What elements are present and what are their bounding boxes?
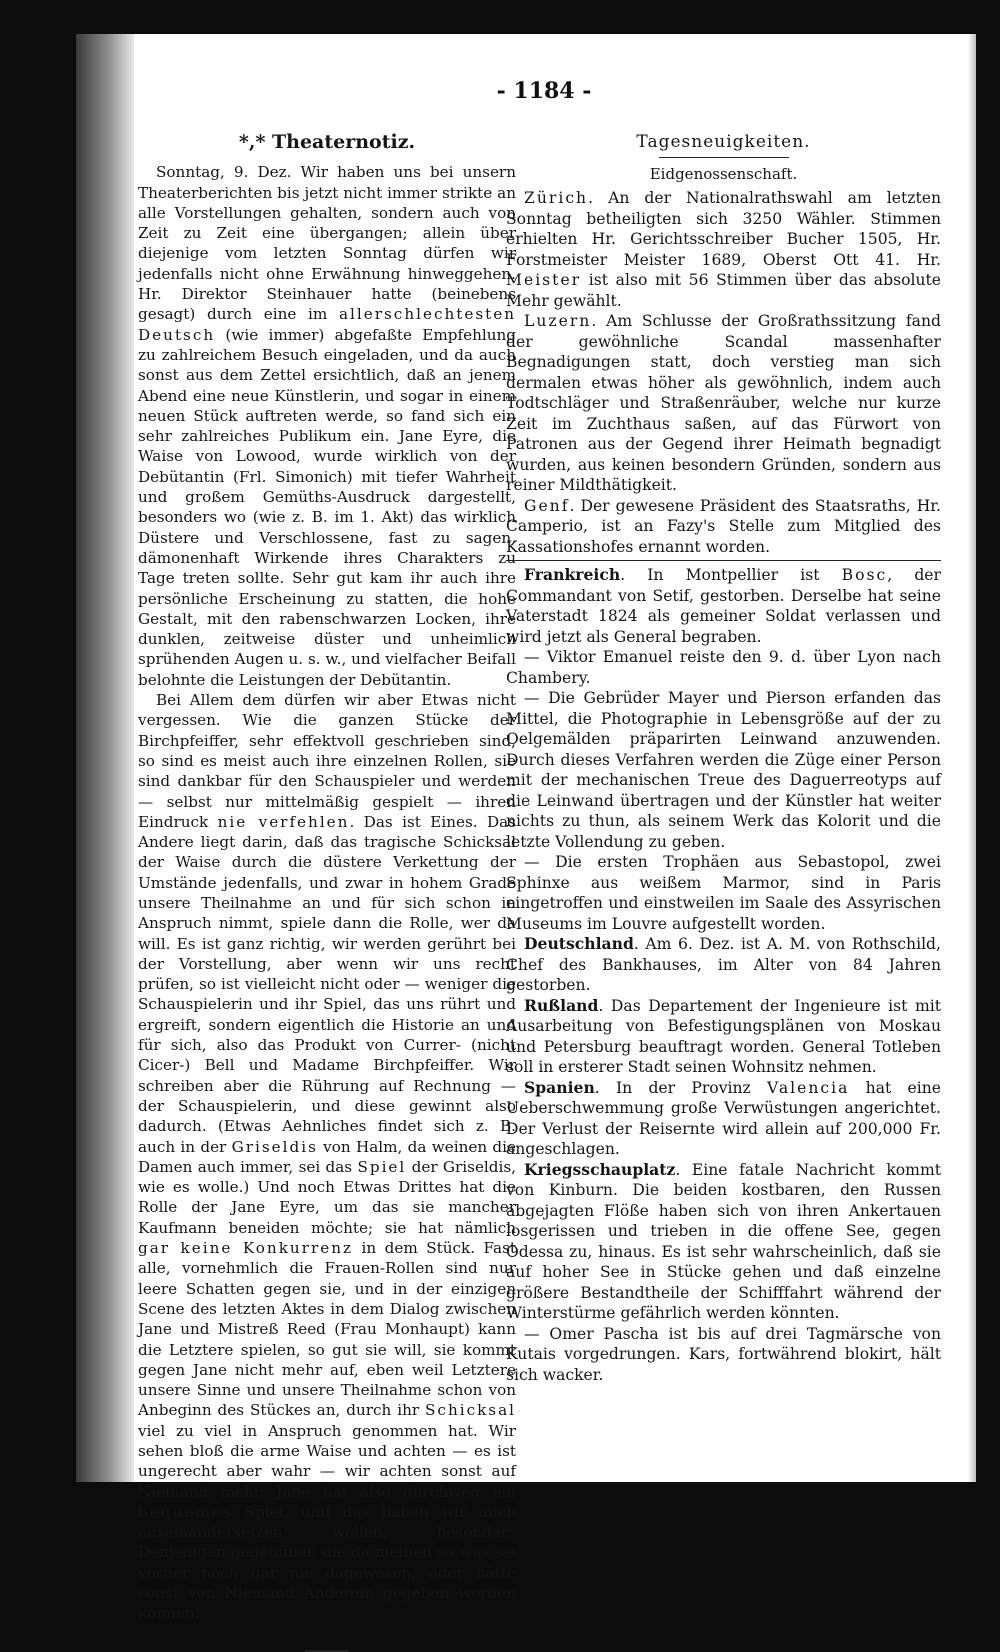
country-title: Deutschland [524, 934, 634, 953]
news-paragraph [506, 647, 941, 688]
spaced-emphasis: Valencia [767, 1078, 850, 1097]
text-run: . Am Schlusse der Großrathssitzung fand der gewöhnliche Scandal massenhafter Begnadigungen statt, doch verstieg man sich dermalen etwas höher als gewöhnlich, indem auch Todtschläger und Straßenräuber, welche nur kurze Zeit im Zuchthaus saßen, auf das Fürwort von Patronen aus der Gegend ihrer Heimath begnadigt wurden, aus keinen besondern Gründen, sondern aus reiner Mildthätigkeit. [506, 312, 941, 494]
news-paragraph [506, 311, 941, 496]
spaced-emphasis: nie verfehlen [217, 812, 350, 831]
text-run: — Viktor Emanuel reiste den 9. d. über Lyon nach Chambery. [506, 648, 941, 687]
spaced-emphasis: Genf [524, 496, 570, 515]
text-run: Spiel, und das haben wir auch auseinandersetzen wollen, besonders Denjenigen gegenüber, die da meinen so was sei vorher noch gar nie dagewesen, oder hätte sonst von Niemand Anderem gegeben werden können! [138, 1502, 516, 1623]
binding-shadow [76, 34, 134, 1482]
text-run: — Die ersten Trophäen aus Sebastopol, zwei Sphinxe aus weißem Marmor, sind in Paris eingetroffen und einstweilen im Saale des Assyrischen Museums im Louvre aufgestellt worden. [506, 853, 941, 933]
text-run: viel zu viel in Anspruch genommen hat. Wir sehen bloß die arme Waise und achten — es ist ungerecht aber wahr — wir achten sonst auf Niemand mehr. Jane hat also durchweg ein [138, 1421, 516, 1501]
news-paragraph [506, 496, 941, 558]
text-run: — Die Gebrüder Mayer und Pierson erfanden das Mittel, die Photographie in Lebensgröße auf der zu Oelgemälden präparirten Leinwand anzuwenden. Durch dieses Verfahren werden die Züge einer Person mit der mechanischen Treue des Daguerreotyps auf die Leinwand übertragen und der Künstler hat weiter nichts zu thun, als seinem Werk das Kolorit und die letzte Vollendung zu geben. [506, 689, 941, 851]
text-run: . Das ist Eines. Das Andere liegt darin, daß das tragische Schicksal der Waise durch die düstere Verkettung der Umstände jedenfalls, und zwar in hohem Grade unsere Theilnahme an und für sich schon in Anspruch nimmt, spiele dann die Rolle, wer da will. Es ist ganz richtig, wir werden gerührt bei der Vorstellung, aber wenn wir uns recht prüfen, so ist vielleicht nicht oder — weniger die Schauspielerin und ihr Spiel, das uns rührt und ergreift, sondern eigentlich die Historie an und für sich, also das Produkt von Currer- (nicht Cicer-) Bell und Madame Birchpfeiffer. Wir schreiben aber die Rührung auf Rechnung — der Schauspielerin, und diese gewinnt also dadurch. (Etwas Aehnliches findet sich z. B. auch in der [138, 812, 516, 1156]
text-run: Bei Allem dem dürfen wir aber Etwas nicht vergessen. Wie die ganzen Stücke der Birchpfeiffer, sehr effektvoll geschrieben sind, so sind es meist auch ihre einzelnen Rollen, sie sind dankbar für den Schauspieler und werden — selbst nur mittelmäßig gespielt — ihren Eindruck [138, 691, 516, 831]
text-run: ist also mit 56 Stimmen über das absolute Mehr gewählt. [506, 271, 941, 310]
page-edge [968, 34, 976, 1482]
news-paragraph [506, 565, 941, 647]
spaced-emphasis: allerschlechtesten Deutsch [138, 305, 516, 344]
text-run: Sonntag, 9. Dez. [156, 163, 292, 182]
country-title: Rußland [524, 995, 599, 1015]
spaced-emphasis: Luzern [524, 312, 592, 330]
spaced-emphasis: Schicksal [425, 1401, 516, 1420]
text-run: . Am 6. Dez. ist A. M. von Rothschild, Chef des Bankhauses, im Alter von 84 Jahren gestorben. [506, 935, 941, 994]
news-paragraph [506, 1160, 941, 1324]
right-column [506, 124, 941, 1385]
spaced-emphasis: Zürich [524, 189, 589, 207]
text-run: . In der Provinz [594, 1078, 767, 1097]
news-paragraph [506, 1078, 941, 1160]
newspaper-page [76, 34, 976, 1623]
news-paragraph [506, 996, 941, 1078]
text-run: in dem Stück. Fast alle, vornehmlich die Frauen-Rollen sind nur leere Schatten gegen sie, und in der einzigen Scene des letzten Aktes in dem Dialog zwischen Jane und Mistreß Reed (Frau Monhaupt) kann die Letztere spielen, so gut sie will, sie kommt gegen Jane nicht mehr auf, eben weil Letztere unsere Sinne und unsere Theilnahme schon von Anbeginn des Stückes an, durch ihr [138, 1239, 516, 1420]
spaced-emphasis: gar keine Konkurrenz [138, 1239, 353, 1258]
news-heading: Tagesneuigkeiten. [636, 132, 811, 152]
left-column [138, 124, 516, 1652]
page-number: - 1184 - [496, 78, 592, 104]
news-paragraph [506, 688, 941, 852]
news-paragraph [506, 934, 941, 996]
text-run: von Halm, da weinen die Damen auch immer, sei das [138, 1137, 516, 1176]
theater-paragraph-1 [138, 162, 516, 690]
text-run: der Griseldis, wie es wolle.) Und noch Etwas Drittes hat die Rolle der Jane Eyre, um das sie mancher Kaufmann beneiden möchte; sie hat nämlich [138, 1157, 516, 1237]
article-end-rule [305, 1650, 349, 1652]
text-run: . Das Departement der Ingenieure ist mit Ausarbeitung von Befestigungsplänen von Moskau und Petersburg beauftragt worden. General Totleben soll in ersterer Stadt seinen Wohnsitz nehmen. [506, 996, 941, 1076]
text-run: , der Commandant von Setif, gestorben. Derselbe hat seine Vaterstadt 1824 als gemeiner Soldat verlassen und wird jetzt als General begraben. [506, 566, 941, 646]
theater-heading: *,* Theaternotiz. [238, 131, 416, 153]
text-run: — Omer Pascha ist bis auf drei Tagmärsche von Kutais vorgedrungen. Kars, fortwährend blokirt, hält sich wacker. [506, 1324, 941, 1384]
text-run: . An der Nationalrathswahl am letzten Sonntag betheiligten sich 3250 Wähler. Stimmen erhielten Hr. Gerichtsschreiber Bucher 1505, Hr. Forstmeister Meister 1689, Oberst Ott 41. Hr. [506, 189, 941, 269]
spaced-emphasis: Spiel [357, 1157, 407, 1176]
swiss-subheading: Eidgenossenschaft. [649, 164, 798, 183]
text-run: hat eine Ueberschwemmung große Verwüstungen angerichtet. Der Verlust der Reisernte wird allein auf 200,000 Fr. angeschlagen. [506, 1078, 941, 1158]
news-paragraph [506, 852, 941, 934]
country-title: Frankreich [524, 565, 621, 584]
foreign-news [506, 565, 941, 1385]
spaced-emphasis: bequemes [138, 1502, 233, 1521]
text-run: Wir haben uns bei unsern Theaterberichten bis jetzt nicht immer strikte an alle Vorstellungen gehalten, sondern auch von Zeit zu Zeit eine übergangen; allein über diejenige vom letzten Sonntag dürfen wir jedenfalls nicht ohne Erwähnung hinweggehen. Hr. Direktor Steinhauer hatte (beinebens gesagt) durch eine im [138, 163, 516, 324]
text-run: . In Montpellier ist [620, 566, 842, 584]
news-paragraph [506, 188, 941, 311]
spaced-emphasis: Griseldis [231, 1137, 318, 1156]
text-run: . Eine fatale Nachricht kommt von Kinburn. Die beiden kostbaren, den Russen abgejagten Flöße haben sich von ihren Ankertauen losgerissen und trieben in die offene See, gegen Odessa zu, hinaus. Es ist sehr wahrscheinlich, daß sie auf hoher See in Stücke gehen und daß einzelne größere Bestandtheile der Schifffahrt während der Winterstürme gefährlich werden könnten. [506, 1160, 941, 1322]
text-run: (wie immer) abgefaßte Empfehlung zu zahlreichem Besuch eingeladen, und da auch sonst aus dem Zettel ersichtlich, daß an jenem Abend eine neue Künstlerin, und sogar in einem neuen Stück auftreten werde, so fand sich ein sehr zahlreiches Publikum ein. Jane Eyre, die Waise von Lowood, wurde wirklich von der Debütantin (Frl. Simonich) mit tiefer Wahrheit und großem Gemüths-Ausdruck dargestellt, besonders wo (wie z. B. im 1. Akt) das wirklich Düstere und Verschlossene, fast zu sagen, dämonenhaft Wirkende ihres Charakters zu Tage treten sollte. Sehr gut kam ihr auch ihre persönliche Erscheinung zu statten, die hohe Gestalt, mit den rabenschwarzen Locken, ihre dunklen, zeitweise düster und unheimlich sprühenden Augen u. s. w., und vielfacher Beifall belohnte die Leistungen der Debütantin. [138, 325, 516, 689]
news-paragraph [506, 1324, 941, 1386]
country-title: Spanien [524, 1077, 595, 1097]
country-title: Kriegsschauplatz [524, 1159, 676, 1179]
theater-paragraph-2 [138, 690, 516, 1624]
section-rule [506, 560, 941, 561]
swiss-news [506, 188, 941, 557]
spaced-emphasis: Meister [506, 271, 582, 289]
text-run: . Der gewesene Präsident des Staatsraths, Hr. Camperio, ist an Fazy's Stelle zum Mitglied des Kassationshofes ernannt worden. [506, 496, 941, 556]
spaced-emphasis: Bosc [841, 566, 888, 584]
heading-rule [659, 157, 789, 158]
